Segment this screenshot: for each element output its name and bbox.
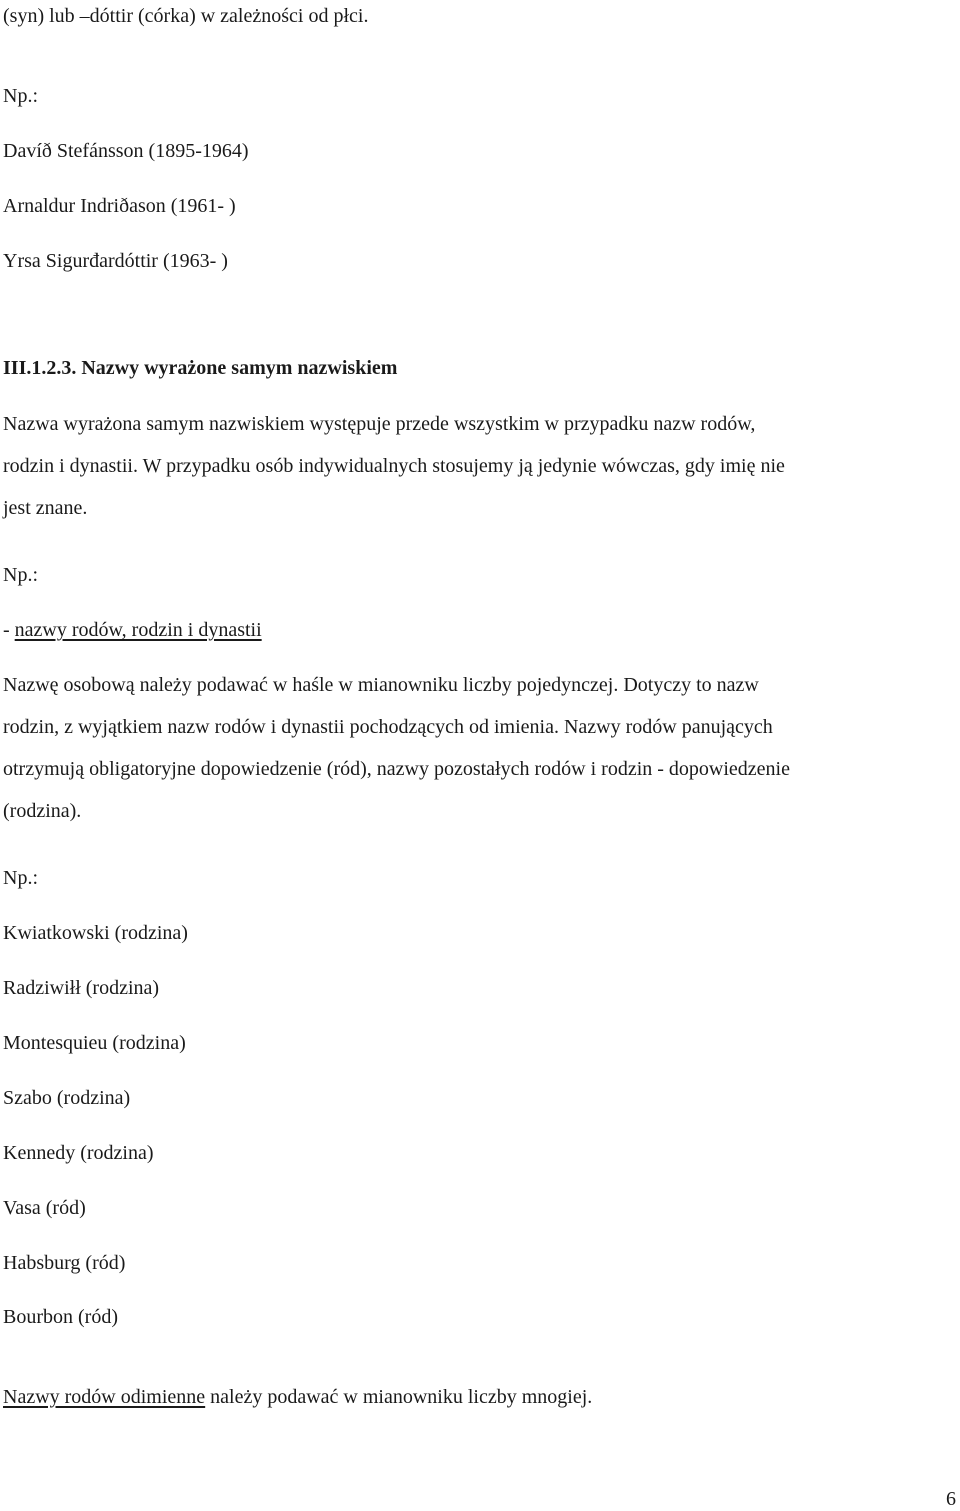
closing-line <box>3 1385 592 1409</box>
paragraph-line: rodzin, z wyjątkiem nazw rodów i dynastii pochodzących od imienia. Nazwy rodów panujących <box>3 716 773 738</box>
example-label: Np.: <box>3 867 38 889</box>
paragraph-line: Nazwa wyrażona samym nazwiskiem występuje przede wszystkim w przypadku nazw rodów, <box>3 413 756 435</box>
dash: - <box>3 619 15 641</box>
subheading: nazwy rodów, rodzin i dynastii <box>14 619 262 641</box>
list-item: Szabo (rodzina) <box>3 1087 131 1109</box>
list-item: Radziwiłł (rodzina) <box>3 977 160 999</box>
intro-line: (syn) lub –dóttir (córka) w zależności od płci. <box>3 5 369 27</box>
section-heading: III.1.2.3. Nazwy wyrażone samym nazwiskiem <box>3 357 398 379</box>
example-item: Yrsa Sigurđardóttir (1963- ) <box>3 250 228 272</box>
paragraph-line: rodzin i dynastii. W przypadku osób indywidualnych stosujemy ją jedynie wówczas, gdy imię nie <box>3 455 785 477</box>
paragraph-line: (rodzina). <box>3 800 82 822</box>
list-item: Habsburg (ród) <box>3 1252 126 1274</box>
list-item: Montesquieu (rodzina) <box>3 1032 186 1054</box>
list-item: Bourbon (ród) <box>3 1306 118 1328</box>
example-item: Arnaldur Indriðason (1961- ) <box>3 195 236 217</box>
paragraph-line: Nazwę osobową należy podawać w haśle w mianowniku liczby pojedynczej. Dotyczy to nazw <box>3 674 759 696</box>
subheading-line <box>3 618 262 642</box>
example-label: Np.: <box>3 85 38 107</box>
list-item: Kwiatkowski (rodzina) <box>3 922 188 944</box>
underlined-term: Nazwy rodów odimienne <box>3 1386 206 1408</box>
example-item: Davíð Stefánsson (1895-1964) <box>3 140 249 162</box>
list-item: Kennedy (rodzina) <box>3 1142 154 1164</box>
example-label: Np.: <box>3 564 38 586</box>
paragraph-line: jest znane. <box>3 497 88 519</box>
page-number: 6 <box>946 1488 956 1510</box>
list-item: Vasa (ród) <box>3 1197 86 1219</box>
closing-text: należy podawać w mianowniku liczby mnogiej. <box>205 1386 593 1408</box>
paragraph-line: otrzymują obligatoryjne dopowiedzenie (ród), nazwy pozostałych rodów i rodzin - dopowiedzenie <box>3 758 790 780</box>
